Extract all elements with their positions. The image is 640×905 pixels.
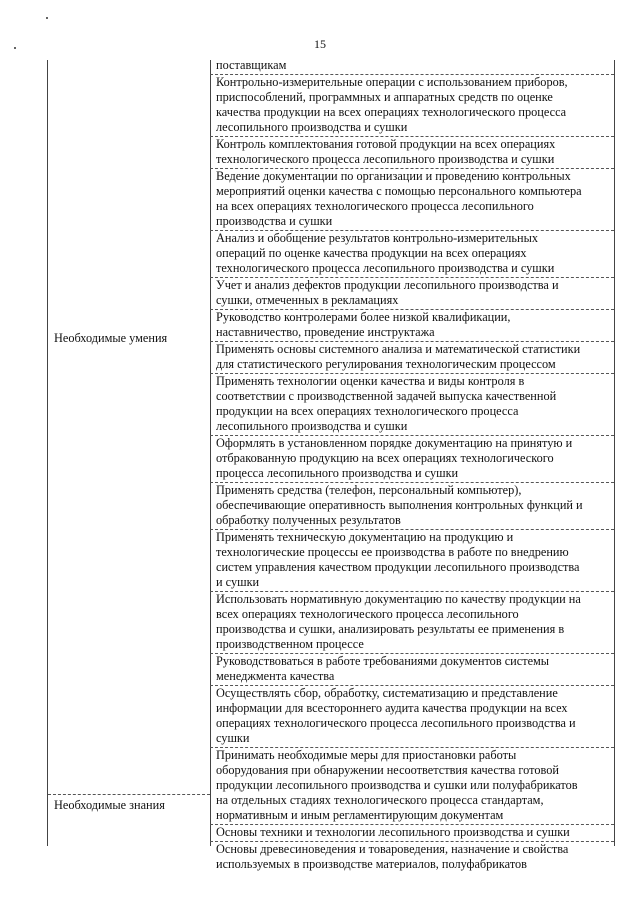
- cell-line: Применять технологии оценки качества и виды контроля в: [216, 374, 525, 388]
- cell-line: операциях технологического процесса лесопильного производства и: [216, 716, 576, 730]
- label-divider: [48, 794, 210, 795]
- cell-line: обеспечивающие оперативность выполнения контрольных функций и: [216, 498, 583, 512]
- table-cell: [216, 58, 610, 73]
- cell-line: Учет и анализ дефектов продукции лесопильного производства и: [216, 278, 559, 292]
- cell-line: Контрольно-измерительные операции с использованием приборов,: [216, 75, 568, 89]
- label-knowledge: Необходимые знания: [54, 798, 165, 812]
- cell-line: и сушки: [216, 575, 260, 589]
- cell-line: Анализ и обобщение результатов контрольно-измерительных: [216, 231, 539, 245]
- cell-line: менеджмента качества: [216, 669, 335, 683]
- cell-line: Контроль комплектования готовой продукции на всех операциях: [216, 137, 556, 151]
- table-cell: [216, 748, 610, 823]
- cell-line: мероприятий оценки качества с помощью персонального компьютера: [216, 184, 582, 198]
- cell-line: на отдельных стадиях технологического процесса стандартам,: [216, 793, 544, 807]
- cell-line: процесса лесопильного производства и сушки: [216, 466, 459, 480]
- cell-line: на всех операциях технологического процесса лесопильного: [216, 199, 534, 213]
- cell-line: Принимать необходимые меры для приостановки работы: [216, 748, 517, 762]
- cell-line: Руководство контролерами более низкой квалификации,: [216, 310, 511, 324]
- table-cell: [216, 654, 610, 684]
- table-cell: [216, 75, 610, 135]
- table-cell: [216, 483, 610, 528]
- cell-line: производства и сушки, анализировать результаты ее применения в: [216, 622, 565, 636]
- cell-line: Осуществлять сбор, обработку, систематизацию и представление: [216, 686, 558, 700]
- cell-line: поставщикам: [216, 58, 287, 72]
- cell-line: технологического процесса лесопильного производства и сушки: [216, 261, 555, 275]
- cell-line: соответствии с производственной задачей выпуска качественной: [216, 389, 557, 403]
- cell-line: качества продукции на всех операциях технологического процесса: [216, 105, 567, 119]
- cell-line: технологического процесса лесопильного производства и сушки: [216, 152, 555, 166]
- cell-line: приспособлений, программных и аппаратных средств по оценке: [216, 90, 553, 104]
- cell-line: Руководствоваться в работе требованиями документов системы: [216, 654, 550, 668]
- table-cell: [216, 686, 610, 746]
- cell-line: производственном процессе: [216, 637, 364, 651]
- cell-line: операций по оценке качества продукции на всех операциях: [216, 246, 527, 260]
- cell-line: производства и сушки: [216, 214, 333, 228]
- cell-line: систем управления качеством продукции лесопильного производства: [216, 560, 580, 574]
- table-cell: [216, 842, 610, 872]
- cell-line: технологические процессы ее производства в работе по внедрению: [216, 545, 569, 559]
- competency-table: [47, 58, 615, 871]
- cell-line: Применять техническую документацию на продукцию и: [216, 530, 514, 544]
- table-cell: [216, 231, 610, 276]
- table-cell: [216, 436, 610, 481]
- cell-line: информации для всестороннего аудита качества продукции на всех: [216, 701, 568, 715]
- cell-line: отбракованную продукцию на всех операциях технологического: [216, 451, 554, 465]
- table-cell: [216, 310, 610, 340]
- table-cell: [216, 825, 610, 840]
- label-skills: Необходимые умения: [54, 331, 168, 345]
- table-cell: [216, 342, 610, 372]
- table-cell: [216, 374, 610, 434]
- scan-speck: [46, 17, 48, 19]
- cell-line: лесопильного производства и сушки: [216, 120, 408, 134]
- cell-line: используемых в производстве материалов, полуфабрикатов: [216, 857, 527, 871]
- cell-line: наставничество, проведение инструктажа: [216, 325, 435, 339]
- cell-line: всех операциях технологического процесса лесопильного: [216, 607, 519, 621]
- cell-line: Применять средства (телефон, персональный компьютер),: [216, 483, 522, 497]
- cell-line: для статистического регулирования технологическим процессом: [216, 357, 556, 371]
- cell-line: Применять основы системного анализа и математической статистики: [216, 342, 581, 356]
- table-cell: [216, 592, 610, 652]
- cell-line: обработку полученных результатов: [216, 513, 401, 527]
- cell-line: сушки: [216, 731, 250, 745]
- cell-line: лесопильного производства и сушки: [216, 419, 408, 433]
- page-number: 15: [314, 37, 326, 51]
- cell-line: Оформлять в установленном порядке документацию на принятую и: [216, 436, 573, 450]
- cell-line: продукции лесопильного производства и сушки или полуфабрикатов: [216, 778, 578, 792]
- cell-line: Основы древесиноведения и товароведения, назначение и свойства: [216, 842, 569, 856]
- cell-line: сушки, отмеченных в рекламациях: [216, 293, 399, 307]
- cell-line: Ведение документации по организации и проведению контрольных: [216, 169, 571, 183]
- table-cell: [216, 169, 610, 229]
- cell-line: продукции на всех операциях технологического процесса: [216, 404, 519, 418]
- cell-line: нормативным и иным регламентирующим документам: [216, 808, 504, 822]
- column-divider: [210, 60, 211, 846]
- cell-line: оборудования при обнаружении несоответствия качества готовой: [216, 763, 559, 777]
- table-cell: [216, 278, 610, 308]
- cell-line: Использовать нормативную документацию по качеству продукции на: [216, 592, 581, 606]
- table-cell: [216, 137, 610, 167]
- cell-line: Основы техники и технологии лесопильного производства и сушки: [216, 825, 570, 839]
- table-cell: [216, 530, 610, 590]
